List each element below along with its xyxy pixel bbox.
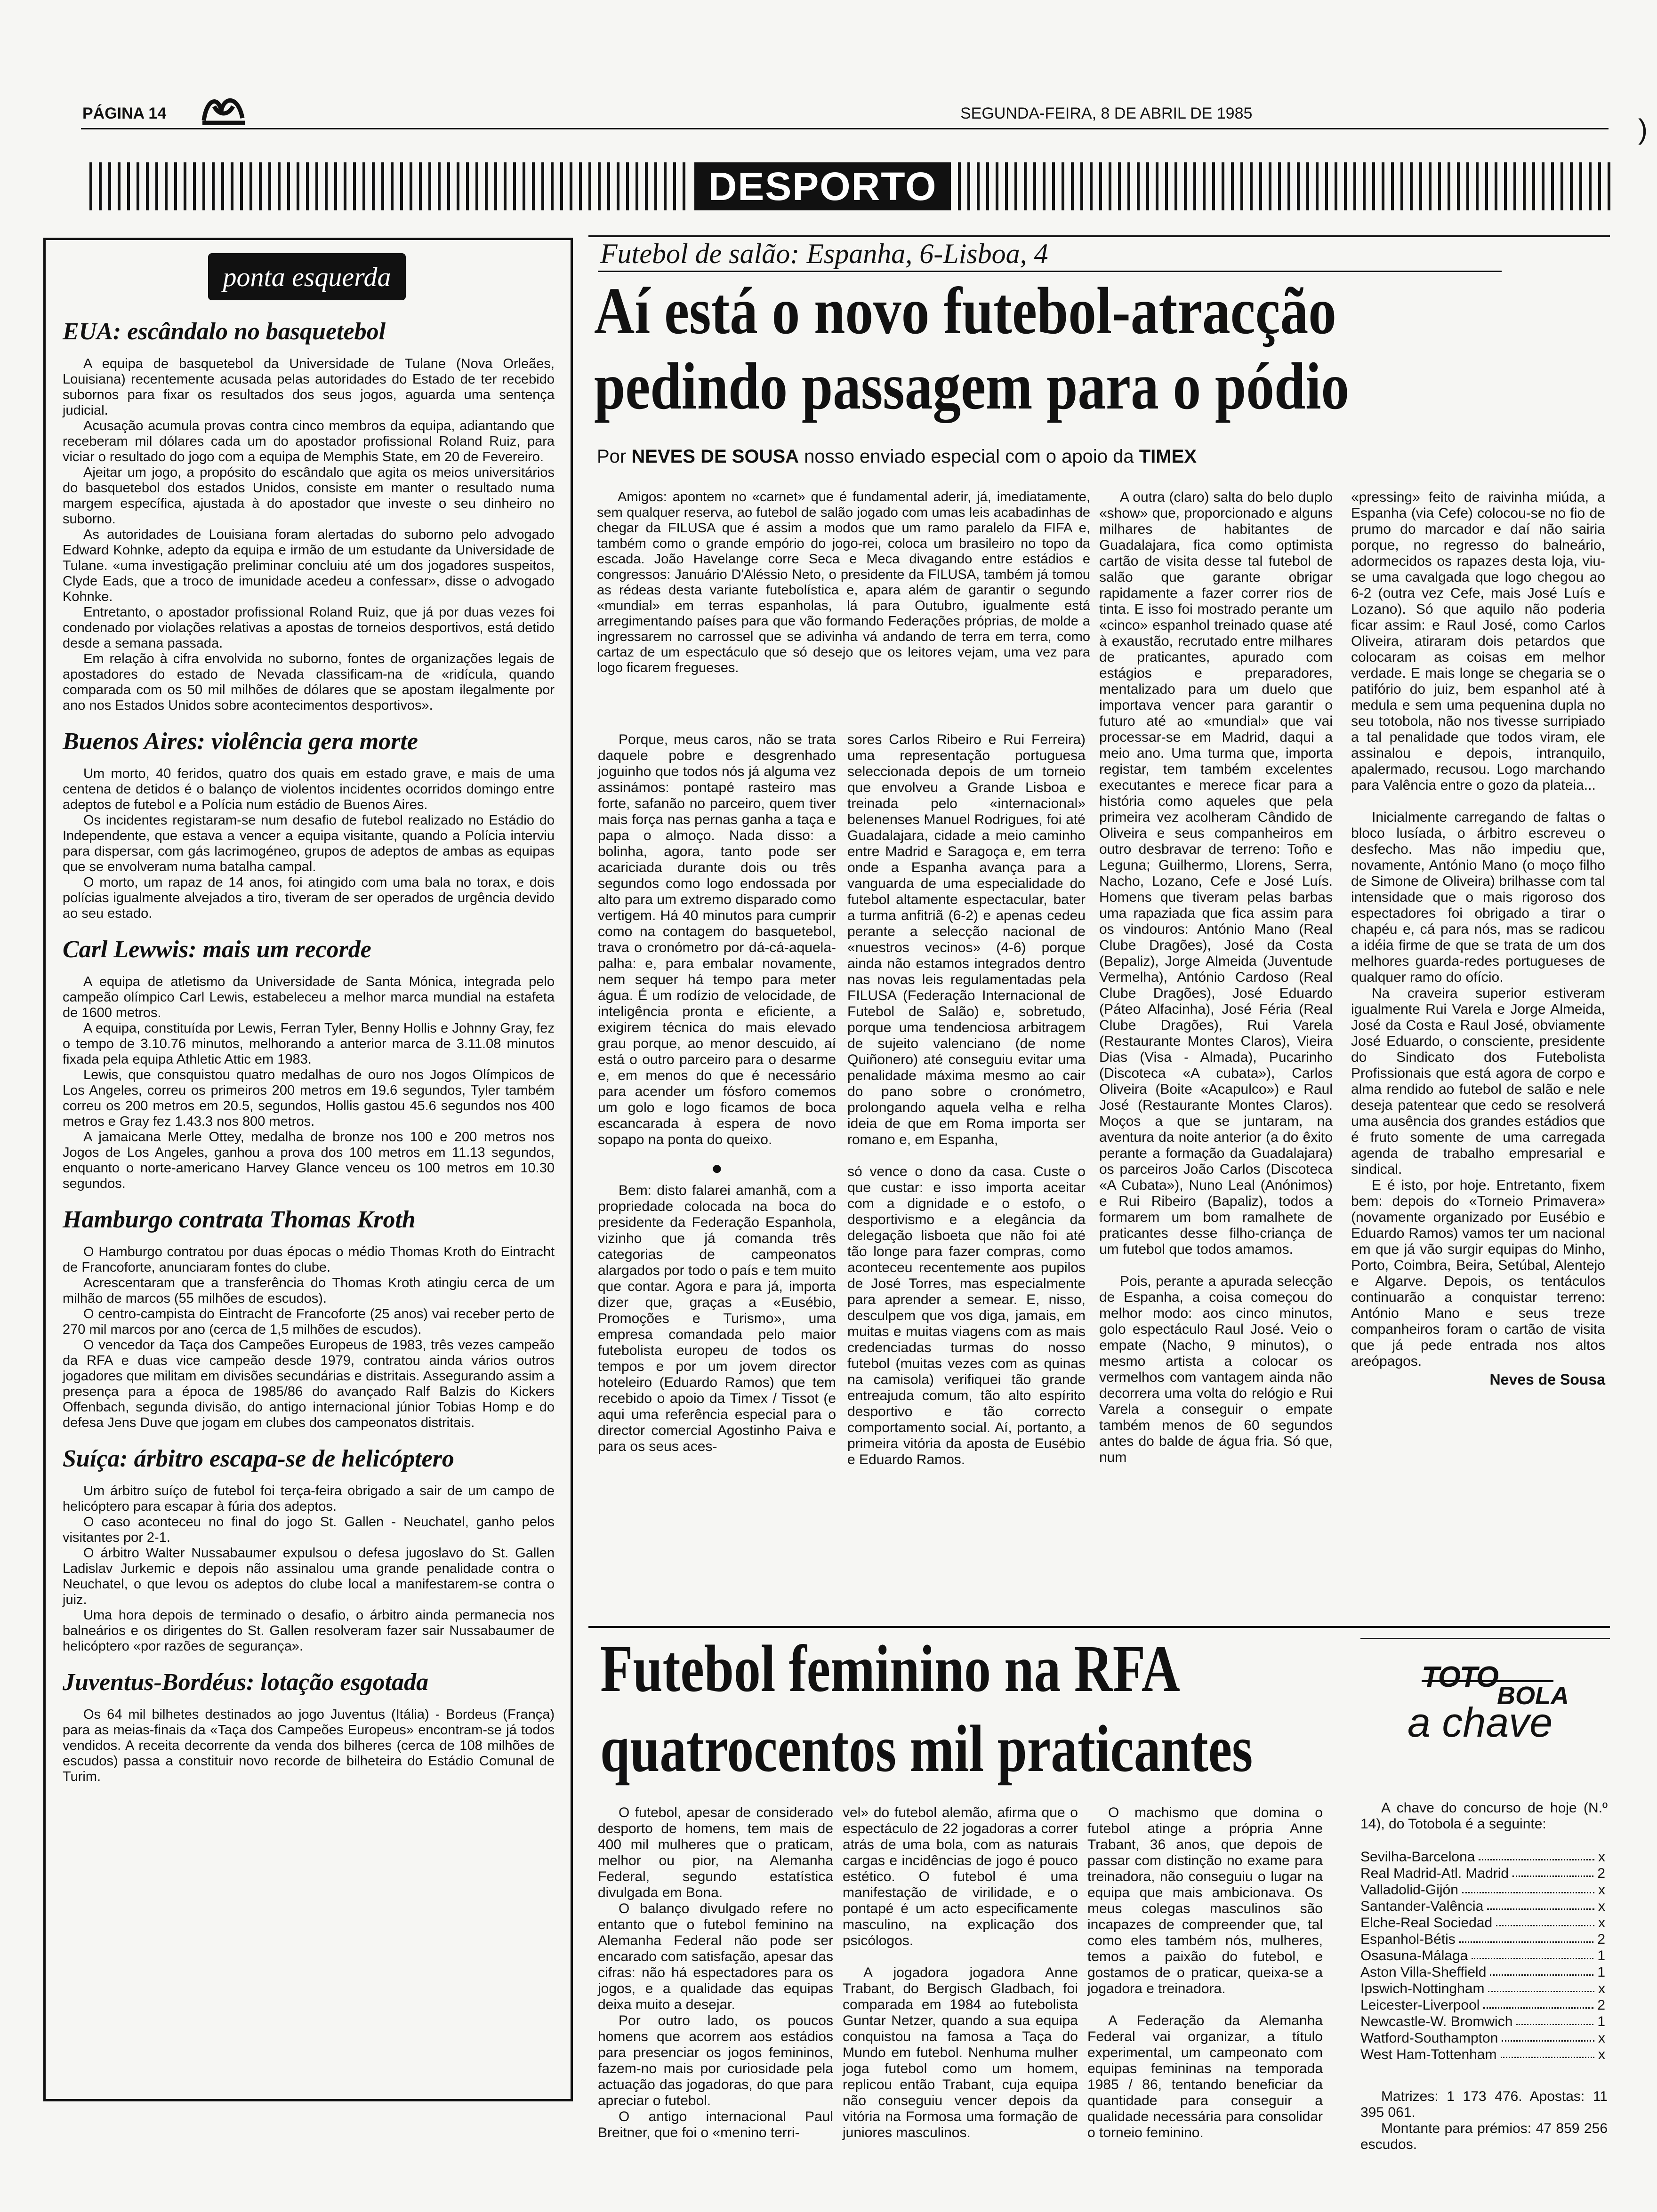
sidebar-paragraph: O vencedor da Taça dos Campeões Europeus de 1983, três vezes campeão da RFA e duas vice campeão desde 1979, contratou ainda vários outros jogadores que militam em divisões secundárias e distritais. Assegurando assim a presença para a época de 1985/86 do avançado Ralf Balzis do Kickers Offenbach, segunda divisão, do antigo internacional júnior Tobias Homp e do defesa Jens Duve que jogam em clubes dos campeonatos distritais. [63,1338,555,1430]
toto-row [1360,2046,1605,2063]
toto-result: x [1598,1899,1605,1914]
toto-row [1360,1964,1605,1980]
second-top-rule [588,1626,1610,1628]
kicker-rule [598,271,1502,272]
toto-logo-top: TOTO [1422,1661,1498,1693]
lead-paragraph: Amigos: apontem no «carnet» que é fundamental aderir, já, imediatamente, sem qualquer reserva, ao futebol de salão jogado com umas leis acabadinhas de chegar da FILUSA que é assim a modos que um ramo paralelo da FIFA e, também como o grande empório do jogo-rei, coloca um brasileiro no topo da escada. João Havelange corre Seca e Meca divagando entre estádios e congressos: Januário D'Aléssio Neto, o presidente da FILUSA, também já tomou as rédeas desta variante futebolística e, apara além de garantir o segundo «mundial» em terras espanholas, lá para Outubro, igualmente está arregimentando países para que vão formando Federações próprias, de molde a ingressarem no carrossel que se adivinha vá andando de terra em terra, como cartaz de um espectáculo que só desejo que os leitores vejam, uma vez para logo ficarem fregueses. [597,489,1090,675]
toto-result: x [1598,1882,1605,1898]
second-col-b-p1: vel» do futebol alemão, afirma que o espectáculo de 22 jogadoras a correr atrás de uma bola, com as naturais cargas e incidências de jogo é pouco estético. O futebol é uma manifestação de virilidade, e o pontapé é um acto especificamente masculino, na explicação dos psicólogos. [843,1805,1078,1948]
main-col-c [1099,489,1333,1466]
second-col-b [843,1805,1078,2141]
toto-match: West Ham-Tottenham [1360,2047,1497,2062]
sidebar-paragraph: Ajeitar um jogo, a propósito do escândalo que agita os meios universitários do basquetebol dos estados Unidos, consiste em manter o resultado numa margem específica, ajustada à do apostador que investe o seu dinheiro no suborno. [63,465,555,527]
sidebar-article-body [63,1483,555,1654]
toto-result: x [1598,2030,1605,2046]
toto-match: Leicester-Liverpool [1360,1997,1480,2013]
toto-intro-text: A chave do concurso de hoje (N.º 14), do Totobola é a seguinte: [1360,1800,1608,1832]
second-col-a-p1: O futebol, apesar de considerado desporto de homens, tem mais de 400 mil mulheres que o praticam, melhor ou pior, na Alemanha Federal, segundo estatística divulgada em Bona. [598,1805,833,1900]
main-headline-line1: Aí está o novo futebol-atracção [594,273,1336,348]
main-col-a [598,732,836,1455]
toto-match: Sevilha-Barcelona [1360,1849,1475,1865]
toto-results [1360,1849,1605,2063]
col-c-paragraph-2: Pois, perante a apurada selecção de Espanha, a coisa começou do melhor modo: aos cinco minutos, golo espectáculo Raul José. Veio o empate (Nacho, 9 minutos), o mesmo artista a colocar os vermelhos com vantagem ainda não decorrera uma volta do relógio e Rui Varela a conseguir o empate também menos de 60 segundos antes do balde de água fria. Só que, num [1099,1274,1333,1465]
toto-leader-dots [1496,1915,1594,1926]
main-lead [597,489,1090,676]
toto-match: Elche-Real Sociedad [1360,1915,1493,1931]
header-rule [81,128,1609,129]
toto-leader-dots [1459,1931,1594,1943]
byline-middle: nosso enviado especial com o apoio da [804,446,1134,467]
toto-result: 1 [1597,1964,1605,1980]
main-kicker: Futebol de salão: Espanha, 6-Lisboa, 4 [600,238,1048,269]
second-col-a [598,1805,833,2141]
sidebar-paragraph: A equipa de basquetebol da Universidade de Tulane (Nova Orleães, Louisiana) recentemente acusada pelas autoridades do Estado de ter recebido subornos para fixar os resultados dos seus jogos, aguarda uma sentença judicial. [63,356,555,418]
col-d-paragraph-2: Inicialmente carregando de faltas o bloco lusíada, o árbitro escreveu o desfecho. Mas não impediu que, novamente, António Mano (o moço filho de Simone de Oliveira) brilhasse com tal intensidade que o mais rigoroso dos espectadores foi obrigado a tirar o chapéu e, cá para nós, mas se radicou a idéia firme de que se trata de um dos melhores guarda-redes portugueses de qualquer ramo do ofício. [1351,809,1605,985]
toto-leader-dots [1516,2013,1593,2025]
main-col-b [847,732,1086,1468]
toto-leader-dots [1462,1882,1594,1893]
toto-leader-dots [1487,1898,1594,1910]
section-title: DESPORTO [694,162,951,210]
second-col-c [1087,1805,1323,2141]
banner-stripes-left [89,162,687,210]
toto-row [1360,1915,1605,1931]
main-headline-line2: pedindo passagem para o pódio [594,349,1350,423]
sidebar-article-title: Hamburgo contrata Thomas Kroth [63,1206,416,1233]
toto-intro [1360,1800,1608,1832]
toto-match: Santander-Valência [1360,1899,1484,1914]
toto-row [1360,1865,1605,1882]
banner-stripes-right [958,162,1612,210]
col-d-paragraph-4: E é isto, por hoje. Entretanto, fixem bem: depois do «Torneio Primavera» (novamente organizado por Eusébio e Eduardo Ramos) vamos ter um nacional em que já vão surgir equipas do Minho, Porto, Coimbra, Beira, Setúbal, Alentejo e Algarve. Depois, os tentáculos continuarão a conquistar terreno: António Mano e seus treze companheiros foram o cartão de visita que já pede entrada nos altos areópagos. [1351,1178,1605,1369]
second-col-c-p2: A Federação da Alemanha Federal vai organizar, a título experimental, um campeonato com equipas femininas na temporada 1985 / 86, tentando beneficiar da quantidade para conseguir a qualidade necessária para consolidar o torneio feminino. [1087,2013,1323,2140]
second-headline-line1: Futebol feminino na RFA [600,1631,1180,1706]
sidebar-paragraph: Uma hora depois de terminado o desafio, o árbitro ainda permanecia nos balneários e os dirigentes do St. Gallen resolveram fazer sair Nussabaumer de helicóptero «por razões de segurança». [63,1608,555,1654]
sidebar-article-body [63,974,555,1192]
toto-leader-dots [1512,1865,1593,1877]
page-number: PÁGINA 14 [82,104,167,122]
col-c-paragraph-1: A outra (claro) salta do belo duplo «show» que, proporcionado e alguns milhares de habitantes de Guadalajara, fica como optimista cartão de visita desse tal futebol de salão que garante obrigar rapidamente a fazer correr rios de tinta. E isso foi mostrado perante um «cinco» espanhol treinado quase até à exaustão, recrutado entre milhares de praticantes, apurado com estágios e preparadores, mentalizado para um duelo que importava vencer para garantir o futuro até ao «mundial» que vai processar-se em Madrid, daqui a meio ano. Uma turma que, importa registar, tem também excelentes executantes e merece ficar para a história como aqueles que pela primeira vez acolheram Cândido de Oliveira e seus companheiros em outro desbravar de terreno: Toño e Leguna; Guilhermo, Llorens, Serra, Nacho, Lozano, Cefe e José Luís. Homens que tiveram pelas barbas uma rapaziada que fica assim para os vindouros: António Mano (Real Clube Dragões), José da Costa (Bepaliz), Jorge Almeida (Juventude Vermelha), António Cardoso (Real Clube Dragões), José Eduardo (Páteo Alfacinha), José Féria (Real Clube Dragões), Rui Varela (Restaurante Montes Claros), Vieira Dias (Visa - Almada), Pucarinho (Discoteca «A cubata»), Carlos Oliveira (Boite «Acapulco») e Raul José (Restaurante Montes Claros). Moços a que se juntaram, na aventura da noite anterior (a do êxito perante a formação da Guadalajara) os parceiros João Carlos (Discoteca «A Cubata»), Nuno Leal (Anónimos) e Rui Ribeiro (Bapaliz), todos a formarem um bom ramalhete de praticantes desse filho-criança de um futebol que todos amamos. [1099,489,1333,1257]
second-col-b-p2: A jogadora jogadora Anne Trabant, do Bergisch Gladbach, foi comparada em 1984 ao futebolista Guntar Netzer, quando a sua equipa conquistou na famosa a Taça do Mundo em futebol. Nenhuma mulher joga futebol como um homem, replicou então Trabant, cuja equipa não conseguiu vencer depois da vitória na Formosa uma formação de juniores masculinos. [843,1965,1078,2140]
toto-match: Watford-Southampton [1360,2030,1498,2046]
sidebar-paragraph: Entretanto, o apostador profissional Roland Ruiz, que já por duas vezes foi condenado por violações relativas a apostas de torneios desportivos, está detido desde a semana passada. [63,605,555,651]
sidebar-paragraph: O morto, um rapaz de 14 anos, foi atingido com uma bala no torax, e dois polícias igualmente alvejados a tiro, tiveram de ser operados de urgência devido ao seu estado. [63,875,555,921]
col-b-paragraph-1: sores Carlos Ribeiro e Rui Ferreira) uma representação portuguesa seleccionada depois de um torneio que envolveu a Grande Lisboa e treinada pelo «internacional» belenenses Manuel Rodrigues, foi até Guadalajara, cidade a meio caminho entre Madrid e Saragoça e, em terra onde a Espanha avança para a vanguarda de uma especialidade do futebol altamente espectacular, bater a turma anfitriã (6-2) e apenas cedeu perante a selecção nacional de «nuestros vecinos» (4-6) porque ainda não estamos integrados dentro nas novas leis regulamentadas pela FILUSA (Federação Internacional de Futebol de Salão) e, sobretudo, porque uma tendenciosa arbitragem de sujeito valenciano (de nome Quiñonero) até conseguiu evitar uma penalidade máxima mesmo ao cair do pano sobre o cronómetro, prolongando aquela velha e relha ideia de que em Roma importa ser romano e, em Espanha, [847,732,1086,1147]
second-headline-line2: quatrocentos mil praticantes [600,1711,1253,1786]
sidebar-paragraph: As autoridades de Louisiana foram alertadas do suborno pelo advogado Edward Kohnke, adepto da equipa e irmão de um estudante da Universidade de Tulane. «uma investigação preliminar concluiu até um dos jogadores suspeitos, Clyde Eads, que a troco de imunidade acedeu a confessar», disse o advogado Kohnke. [63,527,555,604]
sidebar-article-title: Suíça: árbitro escapa-se de helicóptero [63,1445,454,1472]
toto-logo-bottom: a chave [1408,1699,1553,1746]
bullet-separator: ● [711,1158,723,1178]
edge-mark: ) [1638,113,1648,145]
sidebar-article-title: Buenos Aires: violência gera morte [63,728,418,755]
sidebar-article-body [63,1244,555,1431]
sidebar-paragraph: O árbitro Walter Nussabaumer expulsou o defesa jugoslavo do St. Gallen Ladislav Jurkemic e depois não assinalou uma grande penalidade contra o Neuchatel, o que levou os adeptos do clube local a manifestarem-se contra o juiz. [63,1546,555,1607]
toto-row [1360,1882,1605,1898]
toto-match: Espanhol-Bétis [1360,1931,1456,1947]
toto-row [1360,1980,1605,1997]
sidebar-article-title: Carl Lewwis: mais um recorde [63,936,371,963]
col-d-paragraph-3: Na craveira superior estiveram igualmente Rui Varela e Jorge Almeida, José da Costa e Raul José, obviamente José Eduardo, o consciente, presidente do Sindicato dos Futebolista Profissionais que está agora de corpo e alma rendido ao futebol de salão e nele deseja patentear que cedo se resolverá uma ausência dos grandes estádios que é fruto somente de uma carregada agenda de trabalho empresarial e sindical. [1351,986,1605,1177]
toto-result: 2 [1597,1931,1605,1947]
sidebar-paragraph: Acrescentaram que a transferência do Thomas Kroth atingiu cerca de um milhão de marcos (55 milhões de escudos). [63,1275,555,1306]
sidebar-article-body [63,766,555,922]
col-a-paragraph-2: Bem: disto falarei amanhã, com a propriedade colocada na boca do presidente da Federação Espanhola, vizinho que já comanda três categorias de campeonatos alargados por todo o país e tem muito que contar. Agora e para já, importa dizer que, graças a «Eusébio, Promoções e Turismo», uma empresa comandada pelo maior futebolista europeu de todos os tempos e por um jovem director hoteleiro (Eduardo Ramos) que tem recebido o apoio da Timex / Tissot (e aqui uma referência especial para o director comercial Agostinho Paiva e para os seus aces- [598,1183,836,1454]
byline-sponsor: TIMEX [1139,446,1197,467]
toto-match: Osasuna-Málaga [1360,1948,1468,1964]
toto-row [1360,2013,1605,2030]
sidebar-paragraph: O centro-campista do Eintracht de Francoforte (25 anos) vai receber perto de 270 mil marcos por ano (cerca de 1,5 milhões de escudos). [63,1306,555,1337]
toto-leader-dots [1502,2030,1594,2042]
col-d-paragraph-1: «pressing» feito de raivinha miúda, a Espanha (via Cefe) colocou-se no fio de prumo do marcador e daí não sairia porque, no regresso do balneário, adormecidos os rapazes desta loja, viu-se uma cavalgada que logo chegou ao 6-2 (outra vez Cefe, mais José Luís e Lozano). Só que aquilo não poderia ficar assim: e Raul José, como Carlos Oliveira, atiraram dois petardos que colocaram as coisas em melhor verdade. E mais longe se chegaria se o patifório do juiz, bem espanhol até à medula e sem uma pequenina dupla no seu totobola, não nos tivesse surripiado a tal penalidade que todos viram, ele assinalou e depois, intranquilo, apalermado, recusou. Logo marchando para Valência entre o gozo da plateia... [1351,489,1605,793]
toto-result: x [1598,1981,1605,1996]
sidebar-paragraph: O Hamburgo contratou por duas épocas o médio Thomas Kroth do Eintracht de Francoforte, anunciaram fontes do clube. [63,1244,555,1275]
toto-match: Valladolid-Gijón [1360,1882,1458,1898]
second-col-c-p1: O machismo que domina o futebol atinge a própria Anne Trabant, 36 anos, que depois de passar com distinção no exame para treinadora, não conseguiu o lugar na equipa que mais ambicionava. Os meus colegas masculinos são incapazes de compreender que, tal como eles também nós, mulheres, temos a paixão do futebol, e gostamos de o praticar, queixa-se a jogadora e treinadora. [1087,1805,1323,1996]
toto-row [1360,1948,1605,1964]
toto-row [1360,2030,1605,2046]
sidebar-paragraph: Lewis, que consquistou quatro medalhas de ouro nos Jogos Olímpicos de Los Angeles, correu os primeiros 200 metros em 19.6 segundos, Tyler também correu os 200 metros em 20.5, segundos, Hollis gastou 45.6 segundos nos 400 metros e Gray fez 1.43.3 nos 800 metros. [63,1067,555,1129]
toto-row [1360,1931,1605,1948]
byline [597,446,1197,467]
toto-result: x [1598,2047,1605,2062]
page-date: SEGUNDA-FEIRA, 8 DE ABRIL DE 1985 [960,104,1253,122]
sidebar-article-title: Juventus-Bordéus: lotação esgotada [63,1669,429,1696]
toto-row [1360,1849,1605,1865]
toto-result: 2 [1597,1997,1605,2013]
toto-leader-dots [1472,1948,1593,1959]
toto-leader-dots [1501,2046,1594,2058]
byline-prefix: Por [597,446,627,467]
sidebar-paragraph: Os 64 mil bilhetes destinados ao jogo Juventus (Itália) - Bordeus (França) para as meias-finais da «Taça dos Campeões Europeus» encontram-se já todos vendidos. A receita decorrente da venda dos bilheres (cerca de 108 milhões de escudos) passa a constituir novo recorde de bilheteira do Estádio Comunal de Turim. [63,1707,555,1784]
main-top-rule [588,235,1610,237]
sidebar-box [43,238,573,2101]
col-a-paragraph-1: Porque, meus caros, não se trata daquele pobre e desgrenhado joguinho que todos nós já alguma vez assinámos: pontapé rasteiro mas forte, safanão no parceiro, quem tiver mais força nas pernas ganha a taça e papa o almoço. Nada disso: a bolinha, agora, tanto pode ser acariciada durante dois ou três segundos como logo endossada por alto para um extremo disparado como vertigem. Há 40 minutos para cumprir como na contagem do basquetebol, trava o cronómetro por dá-cá-aquela-palha: e, para embalar novamente, nem sequer há tempo para meter água. É um rodízio de velocidade, de inteligência pronta e eficiente, a exigirem técnica do mais elevado grau porque, ao menor descuido, aí está o outro parceiro para o desarme e, em menos do que é necessário para acender um fósforo comemos um golo e logo ficamos de boca escancarada à espera de novo sopapo na ponta do queixo. [598,732,836,1147]
sidebar-paragraph: Acusação acumula provas contra cinco membros da equipa, adiantando que receberam mil dólares cada um do apostador profissional Roland Ruiz, para viciar o resultado do jogo com a equipa de Memphis State, em 20 de Fevereiro. [63,418,555,465]
sidebar-paragraph: A jamaicana Merle Ottey, medalha de bronze nos 100 e 200 metros nos Jogos de Los Angeles, ganhou a prova dos 100 metros em 11.13 segundos, enquanto o norte-americano Harvey Glance venceu os 100 metros em 10.30 segundos. [63,1130,555,1191]
toto-logo-mid: BOLA [1497,1682,1569,1710]
toto-leader-dots [1483,1997,1593,2009]
toto-match: Ipswich-Nottingham [1360,1981,1485,1996]
toto-rule [1360,1638,1610,1639]
main-col-d [1351,489,1605,1387]
sidebar-paragraph: Um morto, 40 feridos, quatro dos quais em estado grave, e mais de uma centena de detidos é o balanço de violentos incidentes ocorridos domingo entre adeptos de futebol e a Polícia num estádio de Buenos Aires. [63,766,555,812]
toto-result: 2 [1597,1866,1605,1881]
toto-result: 1 [1597,1948,1605,1964]
toto-match: Newcastle-W. Bromwich [1360,2014,1513,2029]
toto-leader-dots [1490,1964,1593,1976]
signature: Neves de Sousa [1489,1371,1605,1388]
sidebar-paragraph: Um árbitro suíço de futebol foi terça-feira obrigado a sair de um campo de helicóptero para escapar à fúria dos adeptos. [63,1483,555,1514]
toto-match: Aston Villa-Sheffield [1360,1964,1487,1980]
sidebar-article-body [63,1707,555,1785]
sidebar-articles [63,318,555,1785]
toto-footer [1360,2089,1608,2153]
byline-author: NEVES DE SOUSA [631,446,799,467]
toto-match: Real Madrid-Atl. Madrid [1360,1866,1509,1881]
toto-row [1360,1898,1605,1915]
toto-result: x [1598,1849,1605,1865]
second-col-a-p4: O antigo internacional Paul Breitner, que foi o «menino terri- [598,2109,833,2140]
toto-footer-2: Montante para prémios: 47 859 256 escudos. [1360,2121,1608,2152]
toto-row [1360,1997,1605,2013]
second-col-a-p3: Por outro lado, os poucos homens que acorrem aos estádios para presenciar os jogos femininos, fazem-no mais por curiosidade pela actuação das jogadoras, do que para apreciar o futebol. [598,2013,833,2108]
toto-result: x [1598,1915,1605,1931]
sidebar-paragraph: Em relação à cifra envolvida no suborno, fontes de organizações legais de apostadores do estado de Nevada classificam-na de «ridícula, quando comparada com os 50 mil milhões de dólares que se apostam ilegalmente por ano nos Estados Unidos sobre acontecimentos desportivos». [63,651,555,713]
sidebar-article-title: EUA: escândalo no basquetebol [63,318,386,345]
newspaper-logo [200,92,247,126]
sidebar-paragraph: O caso aconteceu no final do jogo St. Gallen - Neuchatel, ganho pelos visitantes por 2-1. [63,1515,555,1545]
sidebar-article-body [63,356,555,713]
col-b-paragraph-2: só vence o dono da casa. Custe o que custar: e isso importa aceitar com a dignidade e o estofo, o desportivismo e a elegância da delegação lisboeta que não foi até tão longe para fazer compras, como aconteceu recentemente aos pupilos de José Torres, mas especialmente para aprender a semear. E, nisso, desculpem que vos diga, jamais, em muitas e muitas viagens com as mais credenciadas turmas do nosso futebol (muitas vezes com as quinas na camisola) verifiquei tão grande entreajuda comum, tão alto espírito desportivo e tão correcto comportamento social. Aí, portanto, a primeira vitória da aposta de Eusébio e Eduardo Ramos. [847,1164,1086,1467]
toto-footer-1: Matrizes: 1 173 476. Apostas: 11 395 061. [1360,2089,1608,2120]
toto-leader-dots [1479,1849,1594,1860]
toto-leader-dots [1488,1980,1594,1992]
sidebar-paragraph: Os incidentes registaram-se num desafio de futebol realizado no Estádio do Independente, que estava a vencer a equipa visitante, quando a Polícia interviu para dispersar, com gás lacrimogéneo, grupos de adeptos de ambas as equipas que se envolveram numa batalha campal. [63,813,555,874]
second-col-a-p2: O balanço divulgado refere no entanto que o futebol feminino na Alemanha Federal não pode ser encarado com satisfação, apesar das cifras: não há espectadores para os jogos, e a qualidade das equipas deixa muito a desejar. [598,1901,833,2012]
sidebar-paragraph: A equipa de atletismo da Universidade de Santa Mónica, integrada pelo campeão olímpico Carl Lewis, estabeleceu a melhor marca mundial na estafeta de 1600 metros. [63,974,555,1020]
toto-result: 1 [1597,2014,1605,2029]
sidebar-paragraph: A equipa, constituída por Lewis, Ferran Tyler, Benny Hollis e Johnny Gray, fez o tempo de 3.10.76 minutos, melhorando a anterior marca de 3.11.08 minutos fixada pela equipa Athletic Attic em 1983. [63,1021,555,1067]
totobola-box [1360,1638,1610,2203]
column-title: ponta esquerda [208,253,406,300]
